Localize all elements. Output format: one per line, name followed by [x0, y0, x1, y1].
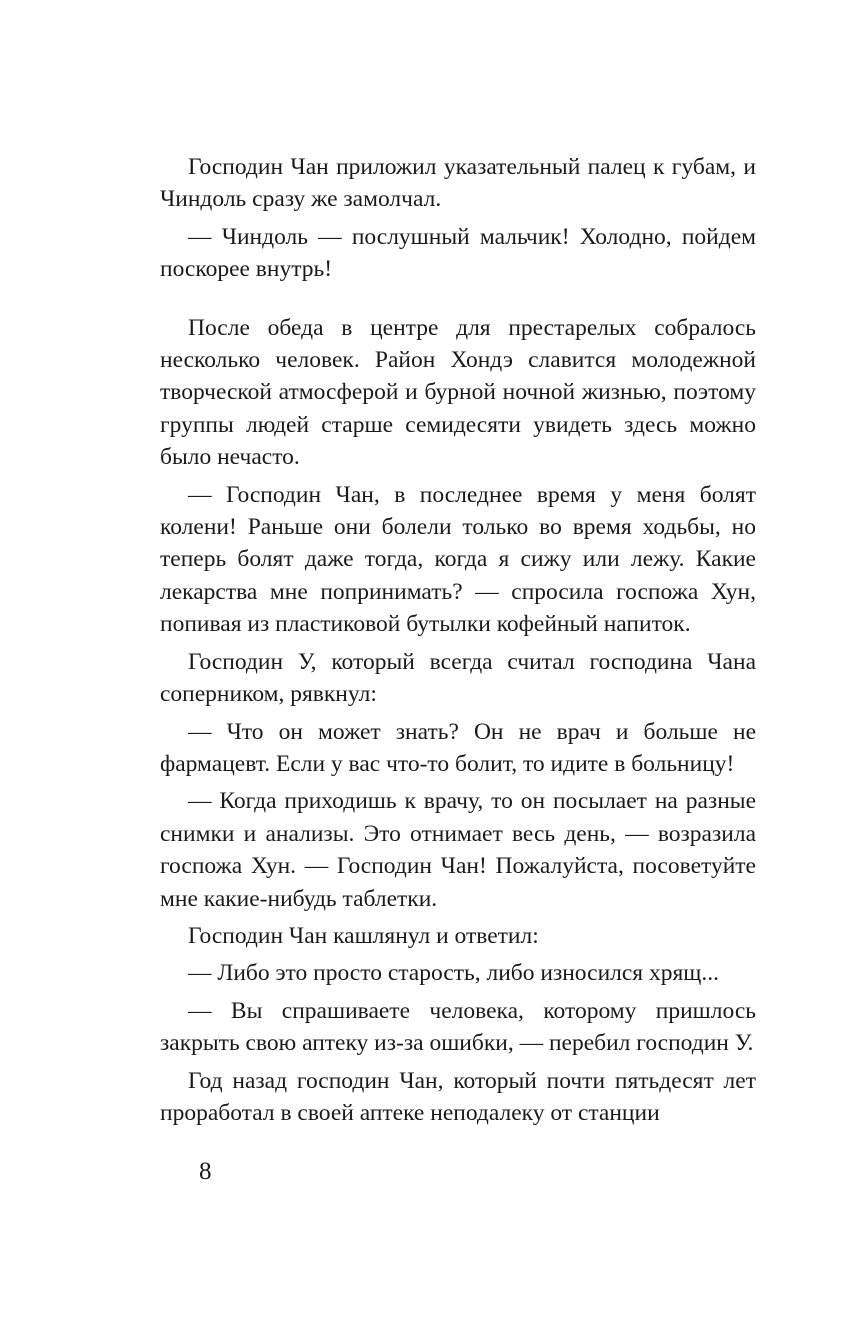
paragraph-6: — Что он может знать? Он не врач и больше не фармацевт. Если у вас что-то болит, то идите в больницу! — [160, 718, 756, 777]
paragraph-7: — Когда приходишь к врачу, то он посылает на разные снимки и анализы. Это отнимает весь день, — возразила госпожа Хун. — Господин Чан! Пожалуйста, посоветуйте мне какие-нибудь таблетки. — [160, 788, 756, 912]
paragraph-10: — Вы спрашиваете человека, которому пришлось закрыть свою аптеку из-за ошибки, — перебил господин У. — [160, 997, 756, 1057]
paragraph-4: — Господин Чан, в последнее время у меня болят колени! Раньше они болели только во время ходьбы, но теперь болят даже тогда, когда я сижу или лежу. Какие лекарства мне попринимать? — спросила госпожа Хун, попивая из пластиковой бутылки кофейный напиток. — [160, 481, 756, 638]
page-number: 8 — [199, 1158, 212, 1185]
paragraph-3: После обеда в центре для престарелых собралось несколько человек. Район Хондэ славится молодежной творческой атмосферой и бурной ночной жизнью, поэтому группы людей старше семидесяти увидеть здесь можно было нечасто. — [160, 314, 756, 471]
paragraph-1: Господин Чан приложил указательный палец к губам, и Чиндоль сразу же замолчал. — [160, 154, 756, 213]
body-text — [160, 151, 756, 1134]
paragraph-9: — Либо это просто старость, либо износился хрящ... — [188, 960, 720, 987]
paragraph-8: Господин Чан кашлянул и ответил: — [188, 922, 539, 949]
paragraph-5: Господин У, который всегда считал господина Чана соперником, рявкнул: — [160, 648, 756, 708]
paragraph-11: Год назад господин Чан, который почти пятьдесят лет проработал в своей аптеке неподалеку от станции — [160, 1067, 756, 1126]
paragraph-2: — Чиндоль — послушный мальчик! Холодно, пойдем поскорее внутрь! — [160, 223, 756, 283]
